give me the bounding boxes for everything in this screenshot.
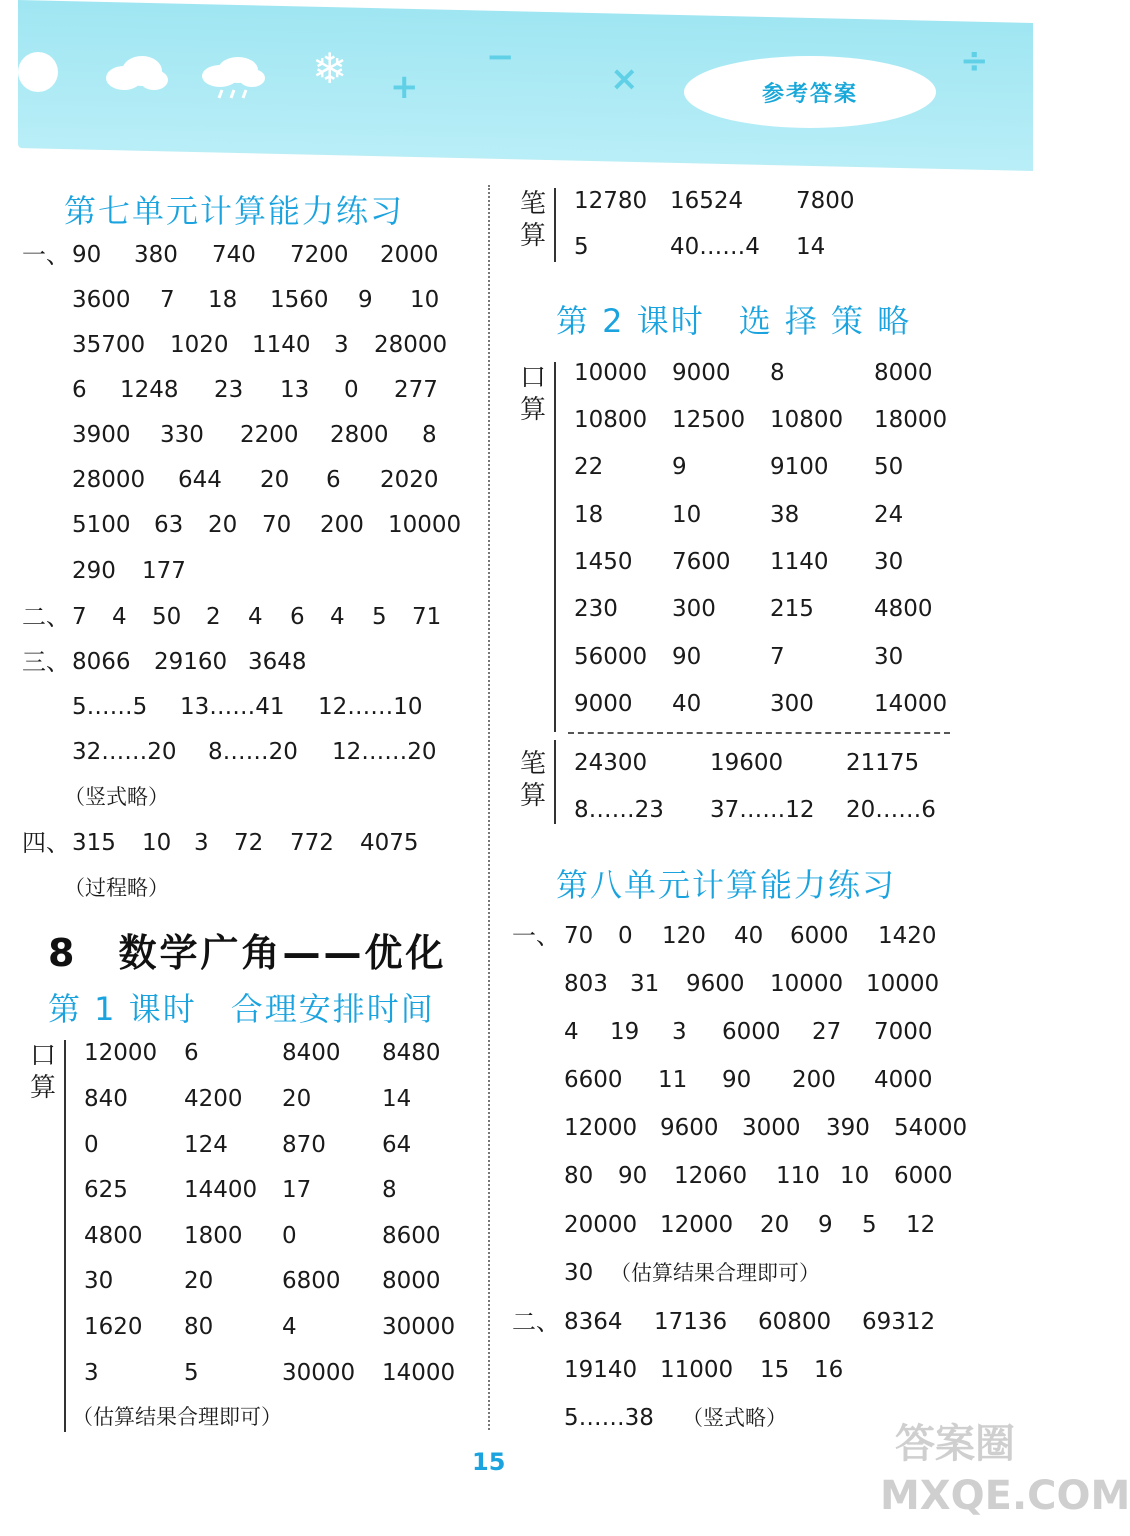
answer-value: 50 [874, 454, 904, 480]
answer-value: 12000 [84, 1040, 158, 1066]
answer-value: 28000 [374, 332, 448, 358]
answer-value: 9 [672, 454, 687, 480]
answer-value: 2800 [330, 422, 389, 448]
column-divider [488, 185, 490, 1430]
answer-value: 30 [84, 1268, 114, 1294]
answer-value: 20 [208, 512, 238, 538]
answer-value: 5……38 [564, 1405, 654, 1431]
answer-value: 20 [184, 1268, 214, 1294]
answer-value: 72 [234, 830, 264, 856]
answer-value: 9000 [672, 360, 731, 386]
answer-value: 330 [160, 422, 204, 448]
answer-value: 32……20 [72, 739, 177, 765]
answer-value: 625 [84, 1177, 128, 1203]
answer-key-badge [684, 56, 936, 128]
answer-value: 12……20 [332, 739, 437, 765]
answer-value: 71 [412, 604, 442, 630]
answer-value: 9 [358, 287, 373, 313]
answer-value: 124 [184, 1132, 228, 1158]
answer-value: 803 [564, 971, 608, 997]
snowflake-icon: ❄ [312, 44, 348, 93]
answer-value: 6 [72, 377, 87, 403]
answer-value: 40……4 [670, 234, 760, 260]
answer-value: 30 [874, 549, 904, 575]
note-text: （竖式略） [64, 785, 169, 809]
answer-value: 177 [142, 558, 186, 584]
answer-value: 6000 [790, 923, 849, 949]
answer-value: 315 [72, 830, 116, 856]
answer-value: 18 [208, 287, 238, 313]
answer-value: 8364 [564, 1309, 623, 1335]
answer-value: 10 [142, 830, 172, 856]
answer-value: 9100 [770, 454, 829, 480]
answer-value: 6000 [894, 1163, 953, 1189]
answer-value: 10000 [770, 971, 844, 997]
unit7-title: 第七单元计算能力练习 [64, 192, 405, 230]
answer-value: 16524 [670, 188, 744, 214]
answer-value: 3900 [72, 422, 131, 448]
plus-icon: + [390, 67, 419, 107]
answer-value: 277 [394, 377, 438, 403]
answer-value: 90 [618, 1163, 648, 1189]
answer-value: 4 [112, 604, 127, 630]
answer-value: 15 [760, 1357, 790, 1383]
answer-value: 1140 [252, 332, 311, 358]
answer-value: 13 [280, 377, 310, 403]
answer-value: 230 [574, 596, 618, 622]
divide-icon: ÷ [960, 41, 989, 81]
section-bar [554, 362, 556, 732]
answer-value: 6600 [564, 1067, 623, 1093]
answer-value: 0 [282, 1223, 297, 1249]
answer-value: 16 [814, 1357, 844, 1383]
answer-value: 64 [382, 1132, 412, 1158]
answer-value: 7600 [672, 549, 731, 575]
oral-calc-char: 算 [29, 1073, 56, 1103]
note-text: （竖式略） [682, 1406, 787, 1430]
answer-value: 10800 [770, 407, 844, 433]
note-text: （过程略） [64, 876, 169, 900]
answer-value: 4 [564, 1019, 579, 1045]
answer-value: 3 [194, 830, 209, 856]
section-1-label: 一、 [22, 241, 70, 269]
answer-value: 18 [574, 502, 604, 528]
answer-value: 5100 [72, 512, 131, 538]
answer-value: 63 [154, 512, 184, 538]
answer-value: 20000 [564, 1212, 638, 1238]
answer-value: 300 [770, 691, 814, 717]
answer-value: 5……5 [72, 694, 148, 720]
answer-value: 40 [672, 691, 702, 717]
answer-value: 8000 [874, 360, 933, 386]
answer-value: 30 [874, 644, 904, 670]
answer-value: 3 [84, 1360, 99, 1386]
answer-value: 30000 [282, 1360, 356, 1386]
answer-key-label: 参考答案 [761, 81, 858, 107]
answer-value: 9600 [686, 971, 745, 997]
answer-value: 5 [372, 604, 387, 630]
answer-value: 11 [658, 1067, 688, 1093]
answer-value: 18000 [874, 407, 948, 433]
answer-value: 30000 [382, 1314, 456, 1340]
written-calc-char: 笔 [519, 749, 546, 779]
answer-value: 380 [134, 242, 178, 268]
answer-value: 740 [212, 242, 256, 268]
answer-value: 20 [282, 1086, 312, 1112]
answer-value: 200 [792, 1067, 836, 1093]
oral-calc-char: 算 [519, 395, 546, 425]
note-text: （估算结果合理即可） [610, 1261, 820, 1285]
lesson-2-title: 第 2 课时 选 择 策 略 [556, 302, 912, 340]
answer-value: 19600 [710, 750, 784, 776]
answer-value: 6000 [722, 1019, 781, 1045]
answer-value: 1800 [184, 1223, 243, 1249]
oral-calc-char: 口 [519, 363, 546, 393]
answer-value: 20 [260, 467, 290, 493]
answer-value: 12780 [574, 188, 648, 214]
answer-value: 300 [672, 596, 716, 622]
answer-value: 6 [290, 604, 305, 630]
answer-value: 1560 [270, 287, 329, 313]
watermark-logo: 答案圈 MXQE.COM [880, 1421, 1130, 1519]
answer-value: 40 [734, 923, 764, 949]
note-text: （估算结果合理即可） [72, 1405, 282, 1429]
answer-value: 12060 [674, 1163, 748, 1189]
answer-value: 8000 [382, 1268, 441, 1294]
written-calc-label [518, 748, 548, 812]
answer-value: 10 [410, 287, 440, 313]
answer-value: 38 [770, 502, 800, 528]
answer-value: 56000 [574, 644, 648, 670]
answer-value: 0 [618, 923, 633, 949]
chapter-title: 8 数学广角——优化 [48, 931, 447, 975]
answer-value: 13……41 [180, 694, 285, 720]
answer-value: 60800 [758, 1309, 832, 1335]
answer-value: 7 [770, 644, 785, 670]
answer-value: 870 [282, 1132, 326, 1158]
answer-value: 7 [72, 604, 87, 630]
answer-value: 4200 [184, 1086, 243, 1112]
answer-value: 54000 [894, 1115, 968, 1141]
answer-value: 8066 [72, 649, 131, 675]
answer-value: 90 [72, 242, 102, 268]
answer-value: 3 [334, 332, 349, 358]
answer-value: 9 [818, 1212, 833, 1238]
answer-value: 8 [422, 422, 437, 448]
answer-value: 8……23 [574, 797, 664, 823]
answer-value: 80 [184, 1314, 214, 1340]
oral-calc-char: 口 [29, 1041, 56, 1071]
written-calc-char: 算 [519, 221, 546, 251]
answer-value: 644 [178, 467, 222, 493]
answer-value: 5 [184, 1360, 199, 1386]
answer-value: 11000 [660, 1357, 734, 1383]
answer-value: 4 [248, 604, 263, 630]
answer-value: 30 [564, 1260, 594, 1286]
answer-value: 10000 [574, 360, 648, 386]
answer-value: 390 [826, 1115, 870, 1141]
answer-value: 1620 [84, 1314, 143, 1340]
answer-value: 23 [214, 377, 244, 403]
answer-value: 20 [760, 1212, 790, 1238]
answer-value: 10800 [574, 407, 648, 433]
section-3-label: 三、 [22, 648, 70, 676]
answer-value: 24300 [574, 750, 648, 776]
oral-calc-label [518, 362, 548, 426]
answer-value: 19 [610, 1019, 640, 1045]
answer-value: 2 [206, 604, 221, 630]
answer-value: 14000 [874, 691, 948, 717]
answer-value: 4 [282, 1314, 297, 1340]
answer-value: 17 [282, 1177, 312, 1203]
sun-icon [18, 52, 58, 92]
answer-value: 80 [564, 1163, 594, 1189]
rain-cloud-icon [200, 56, 266, 100]
answer-value: 69312 [862, 1309, 936, 1335]
answer-value: 3000 [742, 1115, 801, 1141]
answer-value: 50 [152, 604, 182, 630]
answer-value: 8 [382, 1177, 397, 1203]
answer-value: 12……10 [318, 694, 423, 720]
answer-value: 70 [564, 923, 594, 949]
answer-value: 12500 [672, 407, 746, 433]
section-1-label: 一、 [512, 922, 560, 950]
unit8-title: 第八单元计算能力练习 [556, 866, 897, 904]
answer-value: 3 [672, 1019, 687, 1045]
answer-value: 4075 [360, 830, 419, 856]
answer-value: 9000 [574, 691, 633, 717]
answer-value: 5 [574, 234, 589, 260]
answer-value: 200 [320, 512, 364, 538]
answer-value: 3648 [248, 649, 307, 675]
answer-value: 1140 [770, 549, 829, 575]
answer-value: 10000 [388, 512, 462, 538]
answer-value: 1450 [574, 549, 633, 575]
answer-value: 4800 [874, 596, 933, 622]
answer-value: 2000 [380, 242, 439, 268]
answer-value: 14000 [382, 1360, 456, 1386]
answer-value: 7200 [290, 242, 349, 268]
answer-value: 8600 [382, 1223, 441, 1249]
answer-value: 29160 [154, 649, 228, 675]
answer-value: 8480 [382, 1040, 441, 1066]
answer-value: 4000 [874, 1067, 933, 1093]
answer-value: 6 [184, 1040, 199, 1066]
answer-value: 8 [770, 360, 785, 386]
answer-value: 1248 [120, 377, 179, 403]
answer-value: 10 [672, 502, 702, 528]
answer-value: 7 [160, 287, 175, 313]
minus-icon: − [486, 37, 515, 77]
written-calc-char: 笔 [519, 189, 546, 219]
answer-value: 1020 [170, 332, 229, 358]
answer-value: 90 [722, 1067, 752, 1093]
answer-value: 5 [862, 1212, 877, 1238]
answer-value: 12000 [564, 1115, 638, 1141]
answer-value: 14 [382, 1086, 412, 1112]
lesson-1-title: 第 1 课时 合理安排时间 [48, 990, 435, 1028]
answer-value: 28000 [72, 467, 146, 493]
answer-value: 6 [326, 467, 341, 493]
section-4-label: 四、 [22, 829, 70, 857]
section-bar [554, 740, 556, 824]
answer-value: 10 [840, 1163, 870, 1189]
answer-value: 4800 [84, 1223, 143, 1249]
answer-value: 4 [330, 604, 345, 630]
written-calc-char: 算 [519, 781, 546, 811]
answer-value: 0 [344, 377, 359, 403]
answer-value: 8……20 [208, 739, 298, 765]
answer-value: 2020 [380, 467, 439, 493]
answer-value: 290 [72, 558, 116, 584]
answer-value: 31 [630, 971, 660, 997]
answer-value: 772 [290, 830, 334, 856]
answer-value: 21175 [846, 750, 920, 776]
oral-calc-label [28, 1040, 58, 1104]
answer-value: 840 [84, 1086, 128, 1112]
answer-value: 10000 [866, 971, 940, 997]
answer-value: 19140 [564, 1357, 638, 1383]
answer-value: 70 [262, 512, 292, 538]
answer-value: 14 [796, 234, 826, 260]
answer-value: 0 [84, 1132, 99, 1158]
cloud-icon [104, 56, 168, 90]
answer-value: 7800 [796, 188, 855, 214]
section-bar [64, 1040, 66, 1432]
section-bar [554, 188, 556, 262]
answer-value: 17136 [654, 1309, 728, 1335]
answer-value: 2200 [240, 422, 299, 448]
page-number: 15 [472, 1448, 506, 1476]
answer-value: 22 [574, 454, 604, 480]
answer-value: 12000 [660, 1212, 734, 1238]
answer-value: 3600 [72, 287, 131, 313]
answer-value: 120 [662, 923, 706, 949]
answer-value: 14400 [184, 1177, 258, 1203]
answer-value: 27 [812, 1019, 842, 1045]
times-icon: × [610, 59, 639, 99]
answer-value: 8400 [282, 1040, 341, 1066]
written-calc-label [518, 188, 548, 252]
answer-value: 7000 [874, 1019, 933, 1045]
answer-value: 110 [776, 1163, 820, 1189]
answer-value: 20……6 [846, 797, 936, 823]
answer-value: 6800 [282, 1268, 341, 1294]
section-2-label: 二、 [512, 1308, 560, 1336]
answer-value: 37……12 [710, 797, 815, 823]
answer-value: 9600 [660, 1115, 719, 1141]
answer-value: 215 [770, 596, 814, 622]
answer-value: 90 [672, 644, 702, 670]
section-2-label: 二、 [22, 603, 70, 631]
answer-value: 1420 [878, 923, 937, 949]
answer-value: 12 [906, 1212, 936, 1238]
answer-value: 35700 [72, 332, 146, 358]
section-separator [568, 732, 950, 734]
answer-value: 24 [874, 502, 904, 528]
